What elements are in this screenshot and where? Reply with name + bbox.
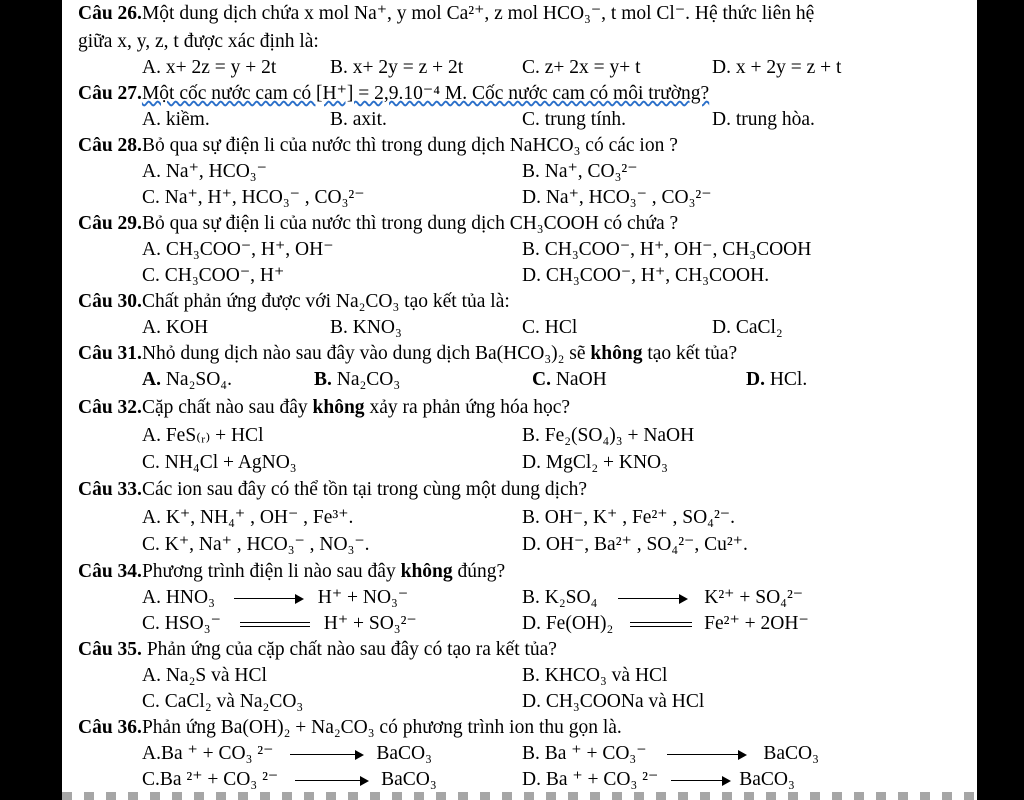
cropped-next-line — [62, 792, 977, 800]
q31-option-b — [314, 368, 400, 392]
question-31-text-a: Nhỏ dung dịch nào sau đây vào dung dịch Ba(HCO₃)₂ sẽ — [141, 343, 591, 364]
q35-option-c: C. CaCl₂ và Na₂CO₃ — [142, 691, 304, 712]
q33-option-d: D. OH⁻, Ba²⁺ , SO₄²⁻, Cu²⁺. — [522, 534, 748, 555]
question-33-text: Các ion sau đây có thể tồn tại trong cùng một dung dịch? — [141, 479, 588, 500]
q36-d-left: D. Ba ⁺ + CO₃ ²⁻ — [522, 769, 659, 790]
arrow-icon — [618, 594, 688, 604]
question-32-text-bold: không — [312, 397, 365, 418]
question-27-number: Câu 27. — [78, 83, 142, 104]
question-33-stem — [78, 478, 587, 502]
q34-d-right: Fe²⁺ + 2OH⁻ — [704, 613, 809, 634]
q36-a-left: A.Ba ⁺ + CO₃ ²⁻ — [142, 743, 274, 764]
document-page — [62, 0, 977, 800]
question-32-number: Câu 32. — [78, 397, 142, 418]
question-30-number: Câu 30. — [78, 291, 142, 312]
q31-letter-d: D. — [746, 369, 765, 390]
q34-option-c — [142, 612, 417, 636]
q36-option-d — [522, 768, 795, 792]
arrow-icon — [667, 750, 747, 760]
q26-option-a: A. x+ 2z = y + 2t — [142, 57, 277, 78]
question-27-stem — [78, 82, 709, 106]
q34-option-a — [142, 586, 408, 610]
q28-option-a: A. Na⁺, HCO₃⁻ — [142, 161, 267, 182]
q27-option-b: B. axit. — [330, 109, 387, 130]
question-29-number: Câu 29. — [78, 213, 142, 234]
q26-option-c: C. z+ 2x = y+ t — [522, 57, 641, 78]
question-31-text-b: tạo kết tủa? — [642, 343, 738, 364]
q34-a-left: A. HNO₃ — [142, 587, 215, 608]
q30-option-b: B. KNO₃ — [330, 317, 402, 338]
q31-option-c — [532, 368, 607, 392]
q26-option-b: B. x+ 2y = z + 2t — [330, 57, 464, 78]
question-28-stem — [78, 134, 678, 158]
q32-option-b: B. Fe₂(SO₄)₃ + NaOH — [522, 425, 695, 446]
q29-option-b: B. CH₃COO⁻, H⁺, OH⁻, CH₃COOH — [522, 239, 812, 260]
question-27-text: Một cốc nước cam có [H⁺] = 2,9.10⁻⁴ M. Cốc nước cam có môi trường? — [141, 83, 710, 104]
question-29-stem — [78, 212, 678, 236]
q28-option-d: D. Na⁺, HCO₃⁻ , CO₃²⁻ — [522, 187, 712, 208]
q36-b-left: B. Ba ⁺ + CO₃⁻ — [522, 743, 647, 764]
equilibrium-icon — [240, 621, 310, 629]
question-31-number: Câu 31. — [78, 343, 142, 364]
question-32-text-b: xảy ra phản ứng hóa học? — [364, 397, 571, 418]
q34-a-right: H⁺ + NO₃⁻ — [317, 587, 409, 608]
q34-d-left: D. Fe(OH)₂ — [522, 613, 614, 634]
question-30-stem — [78, 290, 510, 314]
q36-d-right: BaCO₃ — [739, 769, 795, 790]
q27-option-a: A. kiềm. — [142, 109, 210, 130]
q31-letter-a: A. — [142, 369, 161, 390]
question-34-text-bold: không — [400, 561, 453, 582]
question-31-stem — [78, 342, 737, 366]
q33-option-c: C. K⁺, Na⁺ , HCO₃⁻ , NO₃⁻. — [142, 534, 370, 555]
q26-option-d: D. x + 2y = z + t — [712, 57, 842, 78]
question-34-text-b: đúng? — [452, 561, 506, 582]
question-36-number: Câu 36. — [78, 717, 142, 738]
q32-option-d: D. MgCl₂ + KNO₃ — [522, 452, 668, 473]
question-34-text-a: Phương trình điện li nào sau đây — [141, 561, 401, 582]
q34-b-right: K²⁺ + SO₄²⁻ — [704, 587, 804, 608]
question-32-text-a: Cặp chất nào sau đây — [141, 397, 313, 418]
q36-option-b — [522, 742, 819, 766]
question-26-text: Một dung dịch chứa x mol Na⁺, y mol Ca²⁺, z mol HCO₃⁻, t mol Cl⁻. Hệ thức liên hệ — [141, 3, 815, 24]
q35-option-d: D. CH₃COONa và HCl — [522, 691, 705, 712]
q30-option-a: A. KOH — [142, 317, 209, 338]
question-26-number: Câu 26. — [78, 3, 142, 24]
q30-option-c: C. HCl — [522, 317, 578, 338]
q28-option-b: B. Na⁺, CO₃²⁻ — [522, 161, 638, 182]
question-34-number: Câu 34. — [78, 561, 142, 582]
q36-b-right: BaCO₃ — [763, 743, 819, 764]
q28-option-c: C. Na⁺, H⁺, HCO₃⁻ , CO₃²⁻ — [142, 187, 365, 208]
question-34-stem — [78, 560, 505, 584]
q31-option-a — [142, 368, 232, 392]
question-26-stem-cont: giữa x, y, z, t được xác định là: — [78, 31, 319, 52]
question-35-text: Phản ứng của cặp chất nào sau đây có tạo ra kết tủa? — [141, 639, 557, 660]
question-30-text: Chất phản ứng được với Na₂CO₃ tạo kết tủa là: — [141, 291, 510, 312]
equilibrium-icon — [630, 621, 692, 629]
q34-option-d — [522, 612, 809, 636]
arrow-icon — [290, 750, 364, 760]
q34-c-right: H⁺ + SO₃²⁻ — [323, 613, 417, 634]
q34-c-left: C. HSO₃⁻ — [142, 613, 221, 634]
question-26-stem — [78, 2, 814, 26]
question-28-text: Bỏ qua sự điện li của nước thì trong dung dịch NaHCO₃ có các ion ? — [141, 135, 678, 156]
q35-option-a: A. Na₂S và HCl — [142, 665, 267, 686]
q31-letter-b: B. — [314, 369, 332, 390]
q31-text-d: HCl. — [769, 369, 808, 390]
question-35-number: Câu 35. — [78, 639, 142, 660]
q27-option-d: D. trung hòa. — [712, 109, 815, 130]
q31-option-d — [746, 368, 807, 392]
q31-text-c: NaOH — [555, 369, 607, 390]
question-33-number: Câu 33. — [78, 479, 142, 500]
q29-option-c: C. CH₃COO⁻, H⁺ — [142, 265, 285, 286]
question-29-text: Bỏ qua sự điện li của nước thì trong dung dịch CH₃COOH có chứa ? — [141, 213, 679, 234]
q33-option-b: B. OH⁻, K⁺ , Fe²⁺ , SO₄²⁻. — [522, 507, 735, 528]
q35-option-b: B. KHCO₃ và HCl — [522, 665, 668, 686]
q34-option-b — [522, 586, 803, 610]
q31-text-a: Na₂SO₄. — [165, 369, 232, 390]
q36-c-right: BaCO₃ — [381, 769, 437, 790]
q33-option-a: A. K⁺, NH₄⁺ , OH⁻ , Fe³⁺. — [142, 507, 354, 528]
question-35-stem — [78, 638, 557, 662]
question-36-stem — [78, 716, 622, 740]
q31-text-b: Na₂CO₃ — [336, 369, 401, 390]
q36-a-right: BaCO₃ — [376, 743, 432, 764]
q31-letter-c: C. — [532, 369, 551, 390]
q32-option-a: A. FeS₍ᵣ₎ + HCl — [142, 425, 264, 446]
arrow-icon — [295, 776, 369, 786]
q29-option-a: A. CH₃COO⁻, H⁺, OH⁻ — [142, 239, 334, 260]
q34-b-left: B. K₂SO₄ — [522, 587, 598, 608]
question-32-stem — [78, 396, 570, 420]
q27-option-c: C. trung tính. — [522, 109, 627, 130]
question-36-text: Phản ứng Ba(OH)₂ + Na₂CO₃ có phương trình ion thu gọn là. — [141, 717, 622, 738]
q36-option-c — [142, 768, 437, 792]
arrow-icon — [671, 776, 731, 786]
question-28-number: Câu 28. — [78, 135, 142, 156]
arrow-icon — [234, 594, 304, 604]
q36-c-left: C.Ba ²⁺ + CO₃ ²⁻ — [142, 769, 279, 790]
q36-option-a — [142, 742, 432, 766]
question-31-text-bold: không — [590, 343, 643, 364]
q29-option-d: D. CH₃COO⁻, H⁺, CH₃COOH. — [522, 265, 770, 286]
q32-option-c: C. NH₄Cl + AgNO₃ — [142, 452, 297, 473]
q30-option-d: D. CaCl₂ — [712, 317, 783, 338]
